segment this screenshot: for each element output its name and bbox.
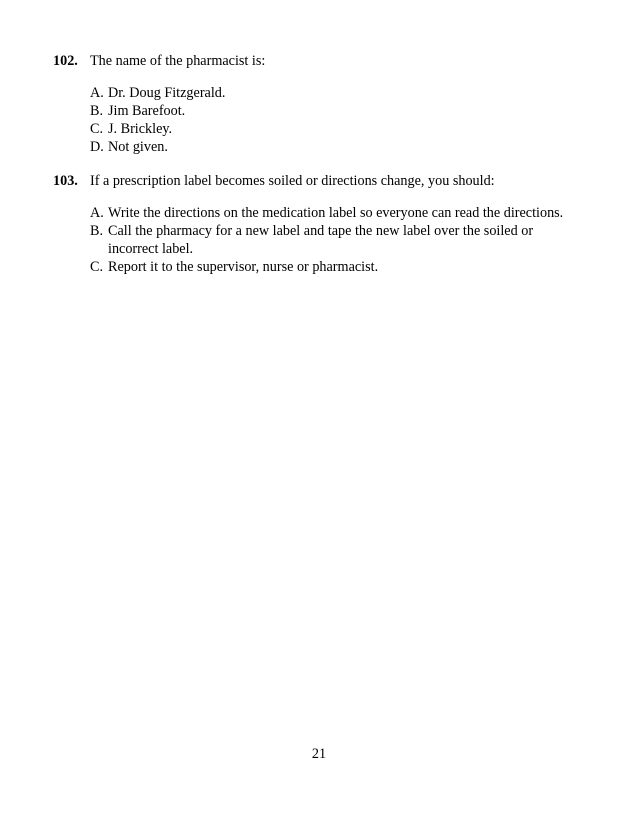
answer-option-a (90, 84, 613, 102)
answer-option-a (90, 204, 613, 222)
answer-options (90, 84, 613, 156)
answer-option-b (90, 222, 613, 258)
option-text: Report it to the supervisor, nurse or pharmacist. (108, 259, 379, 275)
option-letter: A. (90, 85, 104, 101)
option-letter: D. (90, 139, 104, 155)
option-text: Write the directions on the medication label so everyone can read the directions. (108, 205, 564, 221)
question-text: If a prescription label becomes soiled or directions change, you should: (90, 173, 495, 189)
option-letter: A. (90, 205, 104, 221)
option-text: Dr. Doug Fitzgerald. (108, 85, 226, 101)
option-text: Jim Barefoot. (108, 103, 186, 119)
question-header (53, 172, 613, 190)
answer-option-d (90, 138, 613, 156)
answer-option-c (90, 120, 613, 138)
option-text: Not given. (108, 139, 168, 155)
option-letter: B. (90, 103, 104, 119)
page-number: 21 (311, 746, 327, 762)
question-text: The name of the pharmacist is: (90, 53, 266, 69)
question-number: 102. (53, 53, 78, 69)
option-letter: C. (90, 121, 104, 137)
option-text: J. Brickley. (108, 121, 173, 137)
question-102 (53, 52, 613, 156)
question-103 (53, 172, 613, 276)
answer-option-b (90, 102, 613, 120)
option-letter: C. (90, 259, 104, 275)
option-letter: B. (90, 223, 104, 239)
question-header (53, 52, 613, 70)
answer-options (90, 204, 613, 276)
option-text: Call the pharmacy for a new label and tape the new label over the soiled or incorrect label. (108, 223, 534, 257)
answer-option-c (90, 258, 613, 276)
question-number: 103. (53, 173, 78, 189)
